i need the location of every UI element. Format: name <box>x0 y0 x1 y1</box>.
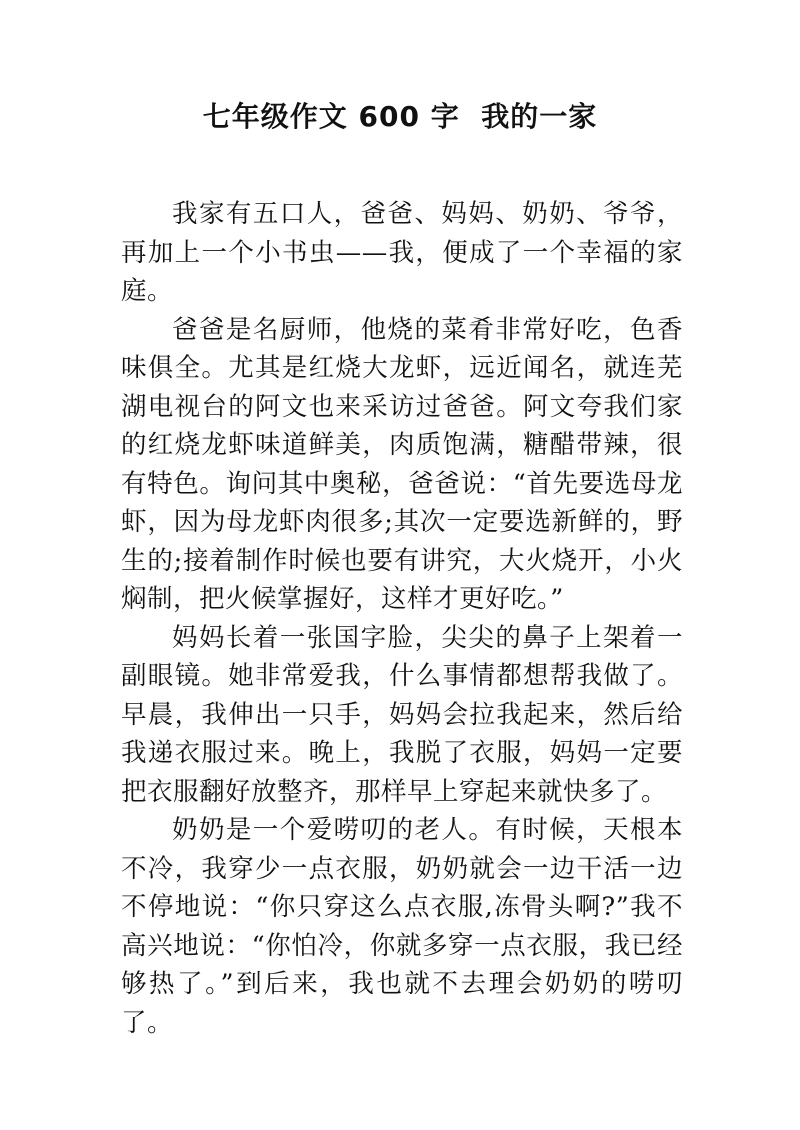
paragraph-family-intro: 我家有五口人，爸爸、妈妈、奶奶、爷爷，再加上一个小书虫——我，便成了一个幸福的家庭。 <box>121 199 683 306</box>
paragraph-grandmother: 奶奶是一个爱唠叨的老人。有时候，天根本不冷，我穿少一点衣服，奶奶就会一边干活一边不停地说：“你只穿这么点衣服,冻骨头啊?”我不高兴地说：“你怕冷，你就多穿一点衣服，我已经够热了。”到后来，我也就不去理会奶奶的唠叨了。 <box>121 815 683 1038</box>
essay-body <box>121 195 683 1042</box>
essay-title: 七年级作文 600 字 我的一家 <box>202 100 598 133</box>
paragraph-father: 爸爸是名厨师，他烧的菜肴非常好吃，色香味俱全。尤其是红烧大龙虾，远近闻名，就连芜湖电视台的阿文也来采访过爸爸。阿文夸我们家的红烧龙虾味道鲜美，肉质饱满，糖醋带辣，很有特色。询问其中奥秘，爸爸说：“首先要选母龙虾，因为母龙虾肉很多;其次一定要选新鲜的，野生的;接着制作时候也要有讲究，大火烧开，小火焖制，把火候掌握好，这样才更好吃。” <box>121 314 683 614</box>
paragraph-mother: 妈妈长着一张国字脸，尖尖的鼻子上架着一副眼镜。她非常爱我，什么事情都想帮我做了。早晨，我伸出一只手，妈妈会拉我起来，然后给我递衣服过来。晚上，我脱了衣服，妈妈一定要把衣服翻好放整齐，那样早上穿起来就快多了。 <box>121 622 683 807</box>
